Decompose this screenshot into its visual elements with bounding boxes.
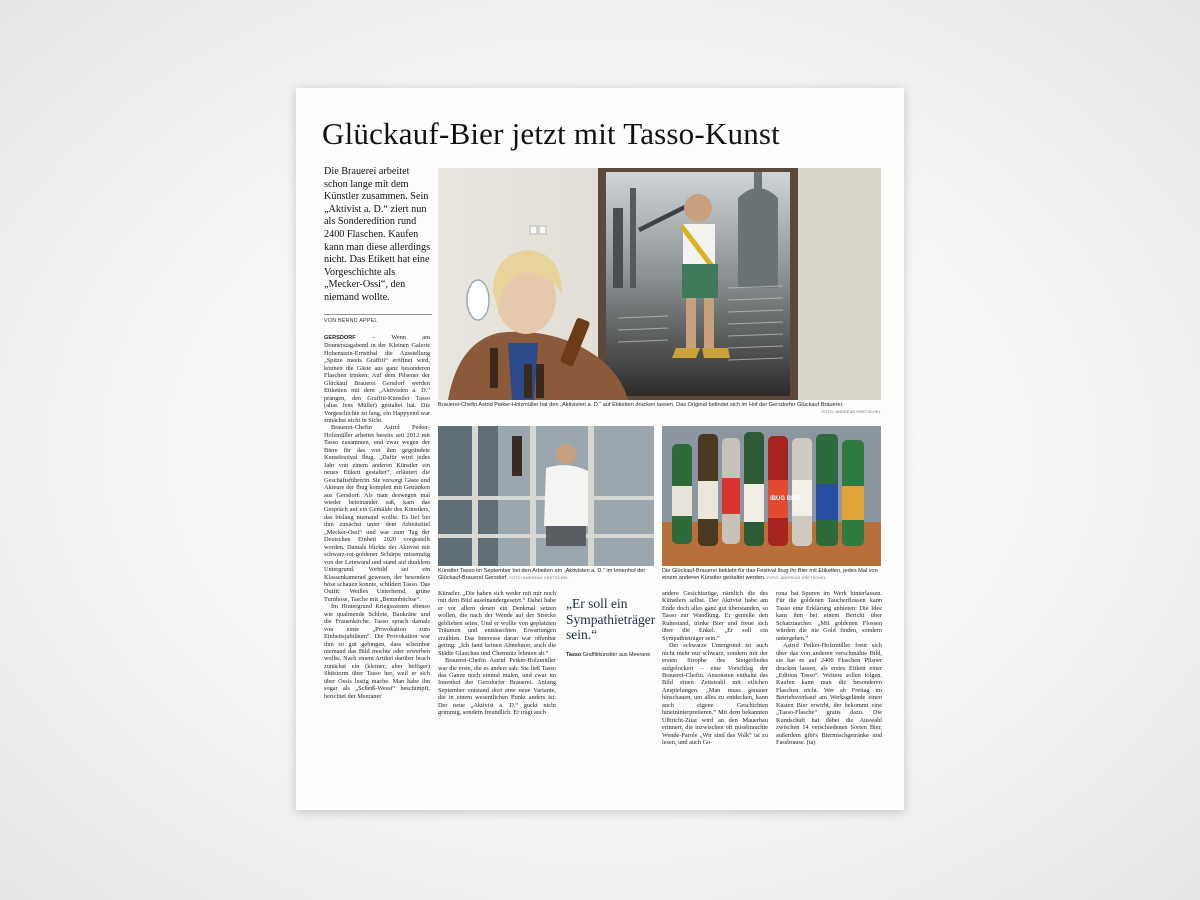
artist-photo-image xyxy=(438,426,654,566)
paragraph: Astrid Peiker-Holzmüller freut sich über das von anderen verschmähte Bild, sie hat es auf 2400 Flaschen Pilsner drucken lassen, als erstes Etikett einer „Edition Tasso“. Weitere sollen folgen. Kaufen kann man die besonderen Flaschen nicht. Wer ab Freitag im Betriebsverkauf am Werksgelände einen Kasten Bier erwirbt, der bekommt eine „Tasso-Flasche“ gratis dazu. Die Kundschaft hat dabei die Auswahl zwischen 14 verschiedenen Sorten Bier, außerdem gibt's Biermischgetränke und Fassbrause. (ta) xyxy=(776,642,882,747)
main-photo xyxy=(438,168,881,400)
newspaper-page xyxy=(296,88,904,810)
article-headline: Glückauf-Bier jetzt mit Tasso-Kunst xyxy=(322,116,780,151)
main-photo-caption xyxy=(438,402,881,416)
paragraph: Brauerei-Chefin Astrid Peiker-Holzmüller war die erste, die es anders sah: Sie ließ Tasso das Ganze noch einmal malen, und zwar im Innenhof der Gersdorfer Brauerei. Anfang September entstand dort eine neue Variante, die in einem wesentlichen Punkt anders ist: Der neue „Aktivist a. D.“ guckt nicht grimmig, sondern freundlich. Er trägt auch xyxy=(438,657,556,717)
bottles-photo xyxy=(662,426,881,566)
paragraph: andere Gesichtszüge, nämlich die des Künstlers selbst. Der Aktivist habe am Ende doch alles ganz gut überstanden, so Tasso zur Wandlung. Er genieße den Ruhestand, trinke Bier und freue sich über die Enkel. „Er soll ein Sympathieträger sein.“ xyxy=(662,590,768,642)
quote-author-role: Graffitikünstler aus Meerane xyxy=(582,651,651,658)
text-column-4 xyxy=(776,590,882,766)
caption-text: Brauerei-Chefin Astrid Peiker-Holzmüller hat den „Aktivisten a. D.“ auf Etiketten drucken lassen. Das Original befindet sich im Hof der Gersdorfer Glückauf Brauerei. xyxy=(438,402,844,408)
paragraph: Im Hintergrund Kriegsszenen ebenso wie qualmende Schlote, Baukräne und die Frauenkirche. Tasso sprach damals von einer „Provokation zum Einheitsjubiläum“. Die Provokation war ihm so gut gelungen, dass scheinbar niemand das Bild mochte oder erwerben wollte. Nach einem Artikel darüber brach zunächst ein (kleiner, aber heftiger) Shitstorm über Tasso her, weil er sich über Ossis lustig mache. Man habe ihn sogar als „Scheiß-Wessi“ beschimpft, berichtet der Meeraner xyxy=(324,603,430,700)
text-column-1 xyxy=(324,334,430,782)
photo-credit: FOTO: ANDREAS KRETSCHEL xyxy=(821,410,881,414)
paragraph: rona hat Spuren im Werk hinterlassen. Für die goldenen Taucherflossen kann Tasso eine Erklärung anbieten: Die Idee kam ihm bei einem Bericht über Schatztaucher. „Mit goldenen Flossen würden die nie Gold finden, sondern untergehen.“ xyxy=(776,590,882,642)
article-teaser: Die Brauerei arbeitet schon lange mit dem Künstler zusammen. Sein „Aktivist a. D.“ ziert nun als Sonderedition rund 2400 Flaschen. Kaufen kann man diese allerdings nicht. Das Etikett hat eine Vorgeschichte als „Mecker-Ossi“, den niemand wollte. xyxy=(324,166,431,303)
artist-photo xyxy=(438,426,654,566)
bottles-photo-caption xyxy=(662,568,881,582)
caption-text: Künstler Tasso im September bei den Arbeiten am „Aktivisten a. D.“ im Innenhof der Glückauf-Brauerei Gersdorf. xyxy=(438,568,646,581)
paragraph: Der schwarze Untergrund ist auch nicht mehr nur schwarz, sondern mit der ersten Strophe des Steigerliedes aufgelockert – eine Vorschlag der Brauerei-Chefin. Ansonsten enthalte das Bild einen Zeitstrahl mit etlichen Anspielungen. „Man muss genauer hinschauen, um alles zu entdecken, kann auch eigene Geschichten hineininterpretieren.“ Mit dem bekannten Ulbricht-Zitat wird an den Mauerbau erinnert, die inzwischen oft missbrauchte Wende-Parole „Wir sind das Volk“ ist zu lesen, und auch Go- xyxy=(662,642,768,747)
paragraph: – Wenn am Donnerstagabend in der Kleinen Galerie Hohenstein-Ernstthal die Ausstellung „Spitze meets Graffiti“ eröffnet wird, können die Gäste aus ganz besonderen Flaschen trinken: Auf dem Pilsener der Glückauf Brauerei Gersdorf werden Etiketten mit dem „Aktivisten a. D.“ prangen, den Graffiti-Künstler Tasso (alias Jens Müller) gestaltet hat. Die Vorgeschichte ist lang, ein Happyend war zunächst nicht in Sicht. xyxy=(324,334,430,424)
pull-quote xyxy=(566,596,670,658)
quote-text: „Er soll ein Sympathieträger sein.“ xyxy=(566,596,656,642)
artist-photo-caption xyxy=(438,568,654,582)
photo-credit: FOTO: ANDREAS KRETSCHEL xyxy=(767,576,827,580)
bottle-label-text: IBUG BIER xyxy=(770,496,802,502)
dateline: GERSDORF xyxy=(324,335,356,341)
quote-author xyxy=(566,652,670,658)
main-photo-image xyxy=(438,168,881,400)
text-column-2 xyxy=(438,590,556,766)
paragraph: Brauerei-Chefin Astrid Peiker-Holzmüller arbeitet bereits seit 2012 mit Tasso zusammen, und zwar wegen der Biere für das von ihm gegründete Kunstfestival Ibug. „Dafür wird jedes Jahr von einem anderen Künstler ein neues Etikett gestaltet“, erläutert die Geschäftsführerin. Sie versorgt Gäste und Akteure der Ibug komplett mit Getränken aus Gersdorf. Als man deswegen mal wieder beieinander saß, kam das Gespräch auf ein Gemälde des Künstlers, das bislang niemand wollte. Es lief bei ihm zunächst unter dem Arbeitstitel „Mecker-Ossi“ und war zum Tag der Deutschen Einheit 2020 vorgestellt worden. Damals blickte der Aktivist mit schwarz-rot-goldener Schärpe missmutig von der Leinwand und stand auf dunklem Untergrund. Vorbild sei ein Klassenkamerad gewesen, der besonders böse schauen konnte, schildert Tasso. Das Outfit: Weißes Unterhemd, grüne Turnhose, Tasche mit „Bemmbüchse“. xyxy=(324,424,430,603)
photo-credit: FOTO: ANDREAS KRETSCHEL xyxy=(509,576,569,580)
text-column-3 xyxy=(662,590,768,766)
bottles-photo-image xyxy=(662,426,881,566)
caption-text: Die Glückauf-Brauerei beklebt für das Festival Ibug ihr Bier mit Etiketten, jedes Mal von einem anderen Künstler gestaltet werden. xyxy=(662,568,878,581)
quote-author-name: Tasso xyxy=(566,651,582,658)
article-byline: VON BERND APPEL xyxy=(324,314,432,324)
paragraph: Künstler. „Die haben sich weder mit mir noch mit dem Bild auseinandergesetzt.“ Dabei habe er vor allem denen ein Denkmal setzen wollen, die nach der Wende auf der Strecke geblieben seien. Und er wollte von geplatzten Träumen und enttäuschten Erwartungen erzählen. Das Interesse daran war offenbar gering: „Ich fand keinen Abnehmer, auch die Städte Glauchau und Chemnitz lehnten ab.“ xyxy=(438,590,556,657)
